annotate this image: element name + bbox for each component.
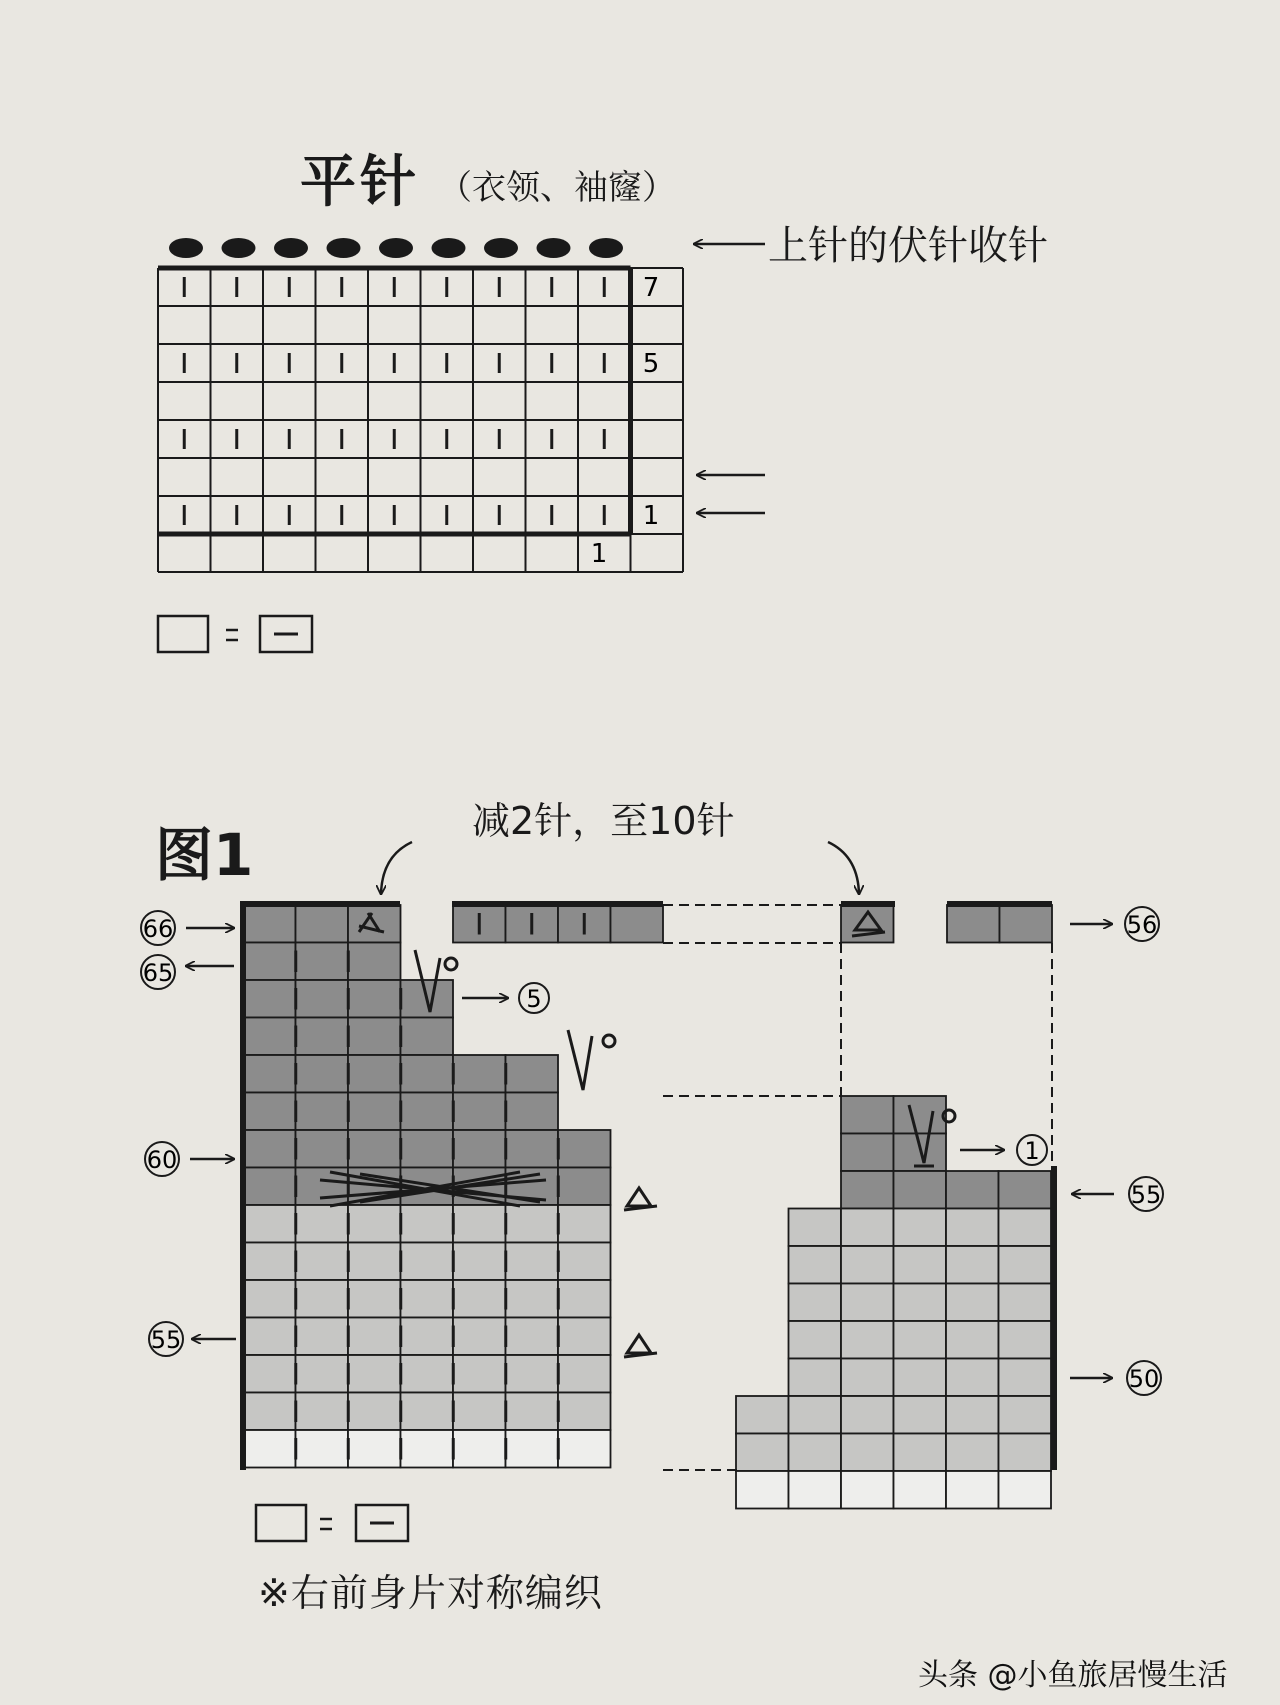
stitch-cell [453, 1355, 506, 1393]
stitch-cell [999, 1246, 1052, 1284]
row-label-7: 7 [642, 273, 660, 303]
plain-stitch-title: 平针 [300, 150, 420, 215]
stitch-cell [506, 1243, 559, 1281]
stitch-cell [348, 980, 401, 1018]
stitch-cell [296, 1318, 349, 1356]
stitch-cell [558, 1168, 611, 1206]
stitch-cell [789, 1434, 842, 1472]
stitch-cell [348, 1318, 401, 1356]
stitch-cell [243, 1318, 296, 1356]
stitch-cell [296, 1355, 349, 1393]
plain-stitch-subtitle: （衣领、袖窿） [438, 168, 676, 208]
row-number-60: 60 [146, 1146, 178, 1174]
stitch-cell [401, 1318, 454, 1356]
stitch-cell [999, 1359, 1052, 1397]
stitch-cell [894, 1246, 947, 1284]
stitch-cell [841, 1284, 894, 1322]
stitch-cell [401, 1093, 454, 1131]
stitch-cell [401, 1243, 454, 1281]
stitch-cell [946, 1171, 999, 1209]
stitch-cell [296, 980, 349, 1018]
stitch-cell [348, 1205, 401, 1243]
stitch-cell [348, 1393, 401, 1431]
stitch-cell [841, 1096, 894, 1134]
stitch-cell [946, 1284, 999, 1322]
stitch-cell [506, 1355, 559, 1393]
stitch-cell [243, 943, 296, 981]
stitch-cell [789, 1471, 842, 1509]
figure-title: 图1 [155, 821, 254, 889]
stitch-cell [789, 1396, 842, 1434]
stitch-cell [296, 905, 349, 943]
stitch-cell [841, 1471, 894, 1509]
stitch-cell [894, 1471, 947, 1509]
stitch-cell [348, 1430, 401, 1468]
stitch-cell [243, 905, 296, 943]
stitch-cell [506, 1055, 559, 1093]
stitch-cell [1000, 905, 1053, 943]
bind-off-dot [379, 238, 413, 258]
stitch-cell [841, 1134, 894, 1172]
stitch-cell [243, 980, 296, 1018]
stitch-cell [999, 1434, 1052, 1472]
row-label-1: 1 [642, 501, 660, 531]
stitch-cell [789, 1284, 842, 1322]
stitch-cell [453, 1055, 506, 1093]
decrease-note: 减2针，至10针 [472, 799, 735, 843]
stitch-cell [558, 1430, 611, 1468]
stitch-cell [999, 1171, 1052, 1209]
stitch-cell [296, 1243, 349, 1281]
stitch-cell [789, 1246, 842, 1284]
stitch-cell [296, 1055, 349, 1093]
stitch-cell [506, 1318, 559, 1356]
stitch-cell [841, 1396, 894, 1434]
stitch-cell [946, 1359, 999, 1397]
stitch-cell [999, 1284, 1052, 1322]
stitch-cell [894, 1096, 947, 1134]
stitch-cell [348, 1055, 401, 1093]
row-label-5: 5 [642, 349, 660, 379]
stitch-cell [611, 905, 664, 943]
stitch-cell [894, 1209, 947, 1247]
stitch-cell [401, 1355, 454, 1393]
stitch-cell [401, 1205, 454, 1243]
stitch-cell [946, 1471, 999, 1509]
row-number-55-left: 55 [150, 1326, 182, 1354]
row-number-55-right: 55 [1130, 1181, 1162, 1209]
stitch-cell [947, 905, 1000, 943]
stitch-cell [894, 1321, 947, 1359]
stitch-cell [296, 1430, 349, 1468]
figure1-chart [141, 842, 1163, 1509]
stitch-cell [453, 1130, 506, 1168]
stitch-cell [243, 1055, 296, 1093]
symmetry-note: ※右前身片对称编织 [258, 1571, 603, 1615]
stitch-cell [894, 1359, 947, 1397]
stitch-cell [401, 1055, 454, 1093]
stitch-cell [296, 1393, 349, 1431]
bind-off-note: 上针的伏针收针 [768, 223, 1048, 269]
legend-top [158, 616, 312, 652]
stitch-cell [736, 1471, 789, 1509]
stitch-cell [401, 1393, 454, 1431]
stitch-cell [348, 1280, 401, 1318]
stitch-cell [946, 1246, 999, 1284]
plain-stitch-chart [158, 238, 765, 572]
stitch-cell [453, 1093, 506, 1131]
step-number-5: 5 [526, 985, 542, 1013]
stitch-cell [558, 1280, 611, 1318]
stitch-cell [558, 1205, 611, 1243]
stitch-cell [841, 1171, 894, 1209]
row-number-50: 50 [1128, 1365, 1160, 1393]
stitch-cell [841, 1359, 894, 1397]
stitch-cell [453, 1205, 506, 1243]
stitch-cell [243, 1130, 296, 1168]
stitch-cell [401, 1130, 454, 1168]
stitch-cell [453, 1393, 506, 1431]
stitch-cell [999, 1396, 1052, 1434]
stitch-cell [348, 1093, 401, 1131]
stitch-cell [348, 1243, 401, 1281]
stitch-cell [841, 1321, 894, 1359]
stitch-cell [453, 1318, 506, 1356]
stitch-cell [243, 1280, 296, 1318]
bind-off-dot [274, 238, 308, 258]
stitch-cell [243, 1243, 296, 1281]
stitch-cell [506, 1093, 559, 1131]
stitch-cell [453, 1243, 506, 1281]
stitch-cell [296, 1280, 349, 1318]
bind-off-dot [537, 238, 571, 258]
bind-off-dot [327, 238, 361, 258]
stitch-cell [841, 1434, 894, 1472]
stitch-cell [243, 1093, 296, 1131]
stitch-cell [946, 1434, 999, 1472]
stitch-cell [348, 943, 401, 981]
legend-bottom [256, 1505, 408, 1541]
stitch-cell [296, 1205, 349, 1243]
stitch-cell [946, 1209, 999, 1247]
stitch-cell [506, 1280, 559, 1318]
plain-stitch-grid [158, 268, 683, 572]
stitch-cell [894, 1171, 947, 1209]
stitch-cell [243, 1018, 296, 1056]
stitch-cell [296, 943, 349, 981]
stitch-cell [894, 1284, 947, 1322]
stitch-cell [506, 1130, 559, 1168]
stitch-cell [946, 1321, 999, 1359]
stitch-cell [243, 1205, 296, 1243]
stitch-cell [894, 1396, 947, 1434]
stitch-cell [999, 1471, 1052, 1509]
stitch-cell [506, 1205, 559, 1243]
stitch-cell [296, 1018, 349, 1056]
bind-off-dot [484, 238, 518, 258]
stitch-cell [558, 1130, 611, 1168]
bind-off-dot [589, 238, 623, 258]
bind-off-dots [169, 238, 623, 258]
stitch-cell [894, 1434, 947, 1472]
stitch-cell [999, 1209, 1052, 1247]
stitch-cell [453, 1280, 506, 1318]
stitch-cell [348, 1018, 401, 1056]
stitch-cell [296, 1130, 349, 1168]
stitch-cell [789, 1209, 842, 1247]
decrease-arrow-left [381, 842, 412, 894]
stitch-cell [736, 1434, 789, 1472]
bind-off-dot [222, 238, 256, 258]
stitch-cell [243, 1430, 296, 1468]
row-number-65: 65 [142, 959, 174, 987]
right-panel-grid [736, 905, 1052, 1509]
stitch-cell [558, 1393, 611, 1431]
stitch-cell [558, 1318, 611, 1356]
step-number-1: 1 [1024, 1137, 1040, 1165]
stitch-cell [558, 1355, 611, 1393]
stitch-cell [558, 1243, 611, 1281]
first-stitch-label: 1 [590, 539, 608, 569]
stitch-cell [401, 1430, 454, 1468]
stitch-cell [296, 1093, 349, 1131]
decrease-arrow-right [828, 842, 859, 894]
stitch-cell [453, 1430, 506, 1468]
stitch-cell [506, 1393, 559, 1431]
stitch-cell [841, 1246, 894, 1284]
row-number-56: 56 [1126, 911, 1158, 939]
stitch-cell [243, 1168, 296, 1206]
stitch-cell [736, 1396, 789, 1434]
stitch-cell [841, 1209, 894, 1247]
bind-off-dot [169, 238, 203, 258]
watermark-text: 头条 @小鱼旅居慢生活 [918, 1658, 1228, 1693]
bind-off-dot [432, 238, 466, 258]
stitch-cell [243, 1355, 296, 1393]
stitch-cell [946, 1396, 999, 1434]
stitch-cell [401, 1018, 454, 1056]
row-number-66: 66 [142, 915, 174, 943]
stitch-cell [789, 1321, 842, 1359]
stitch-cell [348, 1355, 401, 1393]
stitch-cell [243, 1393, 296, 1431]
stitch-cell [506, 1430, 559, 1468]
stitch-cell [348, 1130, 401, 1168]
stitch-cell [999, 1321, 1052, 1359]
stitch-cell [401, 1280, 454, 1318]
stitch-cell [789, 1359, 842, 1397]
